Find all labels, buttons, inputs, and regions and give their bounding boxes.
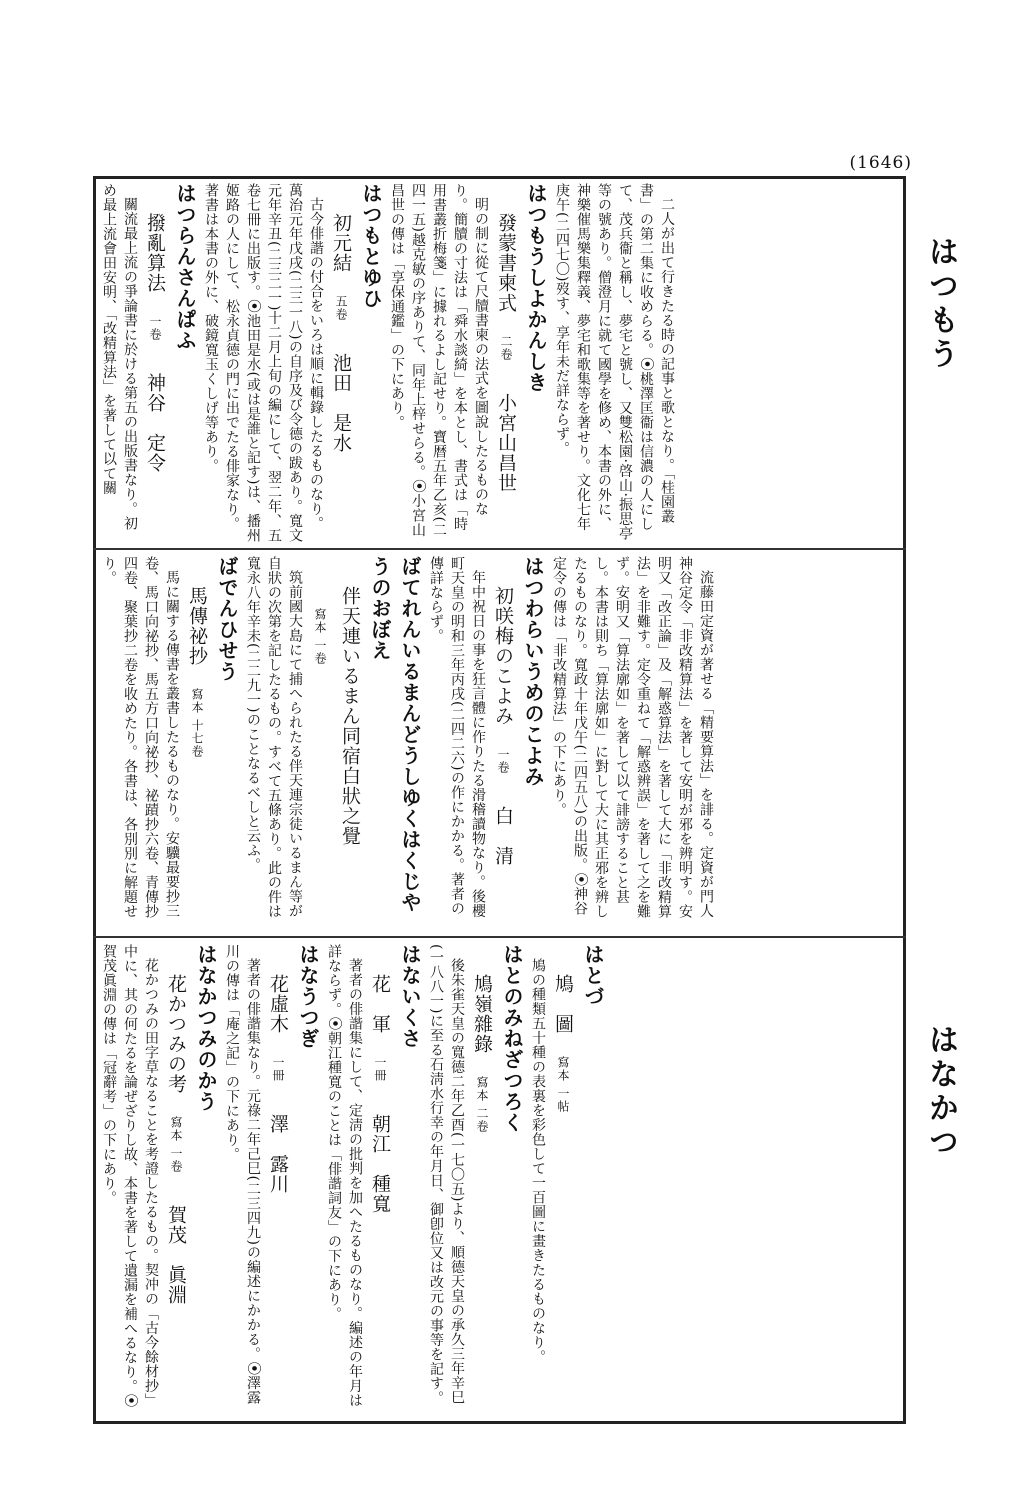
entry-headword: はなかつみのかう — [194, 944, 218, 1112]
work-title: 花虛木 — [267, 974, 289, 1034]
entry-headword: はつらんさんぱふ — [173, 183, 197, 351]
entry-body-text: 明の制に從て尺牘書柬の法式を圖說したるものなり。簡牘の寸法は「舜水談綺」を本とし、書式は「時用書叢折梅箋」に據れるよし記せり。寶暦五年乙亥(二四一五)越克敏の序ありて、同年上梓せらる。⦿小宮山昌世の傳は「享保通鑑」の下にあり。 — [389, 183, 489, 537]
volume-count: 寫本 十七卷 — [190, 688, 204, 758]
entry-column — [98, 556, 716, 930]
entry-body-text: 二人が出て行きたる時の記事と歌となり。「桂園叢書」の第二集に收めらる。⦿桃澤匡衞は信濃の人にして、茂兵衞と稱し、夢宅と號し、又雙松園·啓山·振思亭等の號あり。僧澄月に就て國學を修め、本書の外に、神樂催馬樂集釋義、夢宅和歌集等を著せり。文化七年庚午(二四七〇)歿す、享年未だ詳ならず。 — [554, 183, 675, 541]
entry-body-text: 關流最上流の爭論書に於ける第五の出版書なり。初め最上流會田安明、「改精算法」を著して以て關 — [101, 183, 138, 531]
entry-headword: はとづ — [581, 944, 605, 1007]
entry-headword: ばでんひせう — [215, 556, 239, 682]
running-head-right: はつもう — [923, 236, 958, 372]
entry-column — [98, 944, 608, 1416]
volume-count: 寫本 一卷 — [169, 1116, 183, 1173]
entry-title-line — [548, 944, 578, 1416]
entry-headword: はつもうしよかんしき — [524, 183, 548, 393]
volume-count: 寫本 一帖 — [556, 1056, 570, 1113]
author-name: 澤 露川 — [267, 1114, 289, 1194]
work-title: 發蒙書柬式 — [495, 213, 517, 313]
work-title: 伴天連いるまん同宿白狀之覺 — [339, 586, 361, 846]
work-title: 鳩 圖 — [552, 974, 574, 1034]
entry-title-line — [326, 183, 356, 543]
entry-title-line — [491, 183, 521, 543]
author-name: 神谷 定令 — [144, 373, 166, 473]
author-name: 白 清 — [492, 806, 514, 866]
page-number: (1646) — [849, 153, 912, 173]
entry-body-text: 著者の俳諧集なり。元祿二年己巳(二三四九)の編述にかかる。⦿澤露川の傳は「庵之記」の下にあり。 — [224, 944, 261, 1405]
volume-count: 五卷 — [334, 295, 348, 321]
entry-body-text: 古今俳諧の付合をいろは順に輯錄したるものなり。萬治元年戊戌(二三一八)の自序及び令德の跋あり。寬文元年辛丑(二三二一)十二月上旬の編にして、翌二年、五卷七冊に出版す。⦿池田是水(或は是誰と記す)は、播州姬路の人にして、松永貞德の門に出でたる俳家なり。著書は本書の外に、破鏡寬玉くしげ等あり。 — [203, 183, 324, 543]
entry-body-text: 後朱雀天皇の寬德二年乙酉(一七〇五)より、順德天皇の承久三年辛巳(一八八一)に至る石淸水行幸の年月日、御卽位又は改元の事等を記す。 — [428, 944, 465, 1406]
band-divider-1 — [93, 548, 906, 550]
work-title: 初咲梅のこよみ — [492, 586, 514, 726]
entry-body-text: 筑前國大島にて捕へられたる伴天連宗徒いるまん等が自狀の次第を記したるもの。すべて五條あり。此の件は寬永八年辛未(二二九一)のことなるべしと云ふ。 — [245, 556, 303, 919]
volume-count: 寫本 一卷 — [313, 608, 327, 665]
work-title: 初元結 — [330, 213, 352, 273]
entry-headword: はなうつぎ — [296, 944, 320, 1049]
band-middle — [98, 556, 901, 930]
work-title: 馬傳祕抄 — [186, 586, 208, 666]
author-name: 池田 是水 — [330, 353, 352, 453]
entry-title-line — [305, 556, 365, 930]
entry-title-line — [263, 944, 293, 1416]
entry-title-line — [467, 944, 497, 1416]
volume-count: 一卷 — [148, 315, 162, 341]
author-name: 賀茂 眞淵 — [165, 1204, 187, 1305]
entry-body-text: 馬に關する傳書を叢書したるものなり。安驥最要抄三卷、馬口向祕抄、馬五方口向祕抄、祕蹟抄六卷、青傳抄四卷、聚葉抄二卷を收めたり。各書は、各別別に解題せり。 — [101, 556, 180, 919]
work-title: 撥亂算法 — [144, 213, 166, 293]
entry-title-line — [488, 556, 518, 930]
volume-count: 一卷 — [496, 748, 510, 774]
entry-headword: はとのみねざつろく — [500, 944, 524, 1133]
entry-body-text: 花かつみの田字草なることを考證したるもの。契冲の「古今餘材抄」中に、其の何たるを論ぜざりし故、本書を著して遺漏を補へるなり。⦿賀茂眞淵の傳は「冠辭考」の下にあり。 — [101, 944, 159, 1408]
volume-count: 一冊 — [373, 1056, 387, 1082]
author-name: 小宮山昌世 — [495, 393, 517, 493]
entry-column — [98, 183, 677, 543]
entry-title-line — [365, 944, 395, 1416]
running-head-left: はなかつ — [923, 1024, 958, 1160]
band-divider-2 — [93, 936, 906, 938]
work-title: 鳩嶺雜錄 — [471, 974, 493, 1054]
entry-title-line — [182, 556, 212, 930]
entry-headword: はつもとゆひ — [359, 183, 383, 309]
author-name: 朝江 種寬 — [369, 1114, 391, 1214]
band-upper — [98, 183, 901, 543]
entry-headword: はないくさ — [398, 944, 422, 1049]
band-lower — [98, 944, 901, 1416]
work-title: 花 軍 — [369, 974, 391, 1034]
entry-body-text: 鳩の種類五十種の表裏を彩色して一百圖に畫きたるものなり。 — [530, 958, 546, 1364]
volume-count: 寫本 二卷 — [475, 1076, 489, 1133]
entry-headword: ばてれんいるまんどうしゆくはくじやうのおぼえ — [368, 556, 422, 913]
entry-headword: はつわらいうめのこよみ — [521, 556, 545, 787]
entry-body-text: 流藤田定資が著せる「精要算法」を誹る。定資が門人神谷定令「非改精算法」を著して安明が邪を辨明す。安明又「改正論」及「解惑算法」を著して大に「非改精算法」を非難す。定令重ねて「解惑辨誤」を著して之を難ず。安明又「算法廓如」を著して以て誹謗すること甚し。本書は則ち「算法廓如」に對して大に其正邪を辨したるものなり。寬政十年戊午(二四五八)の出版。⦿神谷定令の傳は「非改精算法」の下にあり。 — [551, 556, 714, 919]
volume-count: 二卷 — [499, 335, 513, 361]
entry-body-text: 年中祝日の事を狂言體に作りたる滑稽讀物なり。後櫻町天皇の明和三年丙戌(二四二六)の作にかかる。著者の傳詳ならず。 — [428, 556, 486, 918]
entry-title-line — [161, 944, 191, 1416]
work-title: 花かつみの考 — [165, 974, 187, 1094]
entry-body-text: 著者の俳諧集にして、定淸の批判を加へたるものなり。編述の年月は詳ならず。⦿朝江種寬のことは「俳諧詞友」の下にあり。 — [326, 944, 363, 1408]
entry-title-line — [140, 183, 170, 543]
volume-count: 一冊 — [271, 1056, 285, 1082]
